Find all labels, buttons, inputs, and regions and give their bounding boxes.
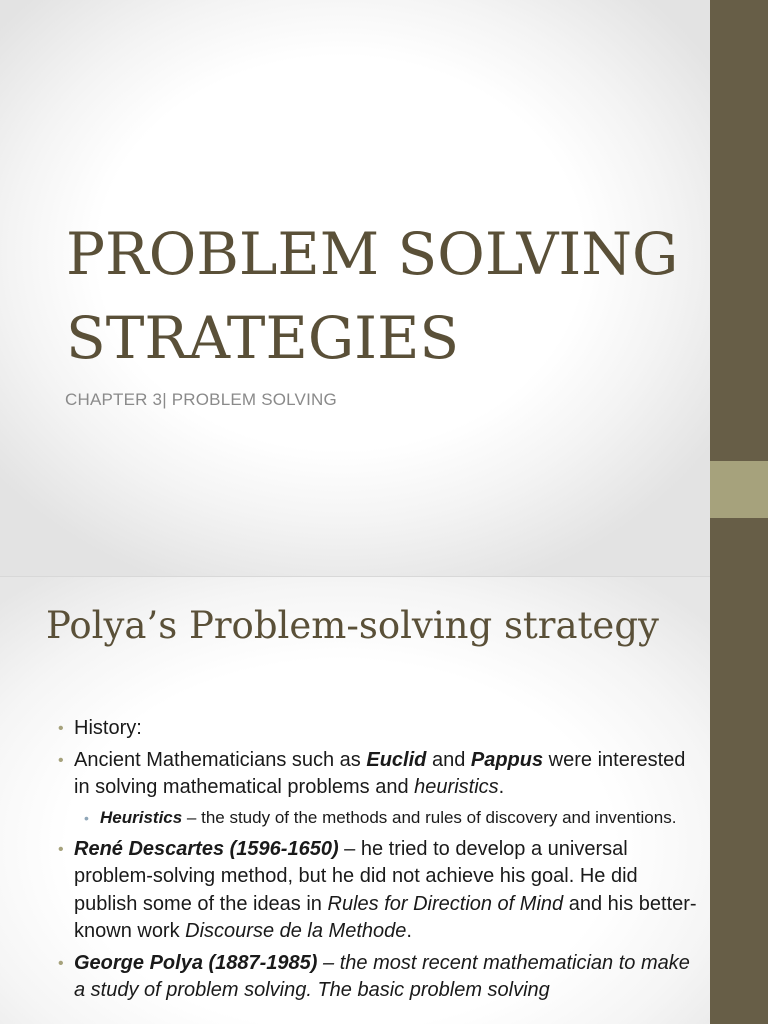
bullet-dot-icon: • <box>58 840 64 858</box>
bullet-history: • History: <box>58 715 698 743</box>
title-line-1: PROBLEM SOLVING <box>66 220 679 288</box>
bullet-descartes: • René Descartes (1596-1650) – he tried to develop a universal problem-solving method, but he did not achieve his goal. He did publish some of the ideas in Rules for Direction of Mind and his better-known work Discourse de la Methode. <box>58 837 697 942</box>
bullet-list <box>58 715 698 1009</box>
bullet-ancient: • Ancient Mathematicians such as Euclid and Pappus were interested in solving mathematical problems and heuristics. <box>58 748 686 798</box>
slide-title <box>66 212 706 380</box>
content-slide-title: Polya’s Problem-solving strategy <box>46 604 659 647</box>
sidebar-accent-block <box>710 461 768 518</box>
slide-subtitle: CHAPTER 3| PROBLEM SOLVING <box>65 390 337 409</box>
content-slide <box>0 577 710 1024</box>
bullet-dot-icon: • <box>58 954 64 972</box>
pappus-text: Pappus <box>470 748 544 771</box>
bullet-dot-icon: • <box>58 720 64 737</box>
title-line-2: STRATEGIES <box>66 304 460 372</box>
heuristics-text: heuristics <box>414 776 499 798</box>
bullet-dot-icon: • <box>58 751 64 769</box>
euclid-text: Euclid <box>366 748 427 771</box>
sub-bullet-heuristics: • Heuristics – the study of the methods and rules of discovery and inventions. <box>58 806 698 830</box>
sub-bullet-dot-icon: • <box>84 809 89 826</box>
bullet-polya: • George Polya (1887-1985) – the most recent mathematician to make a study of problem solving. The basic problem solving <box>58 951 690 1001</box>
